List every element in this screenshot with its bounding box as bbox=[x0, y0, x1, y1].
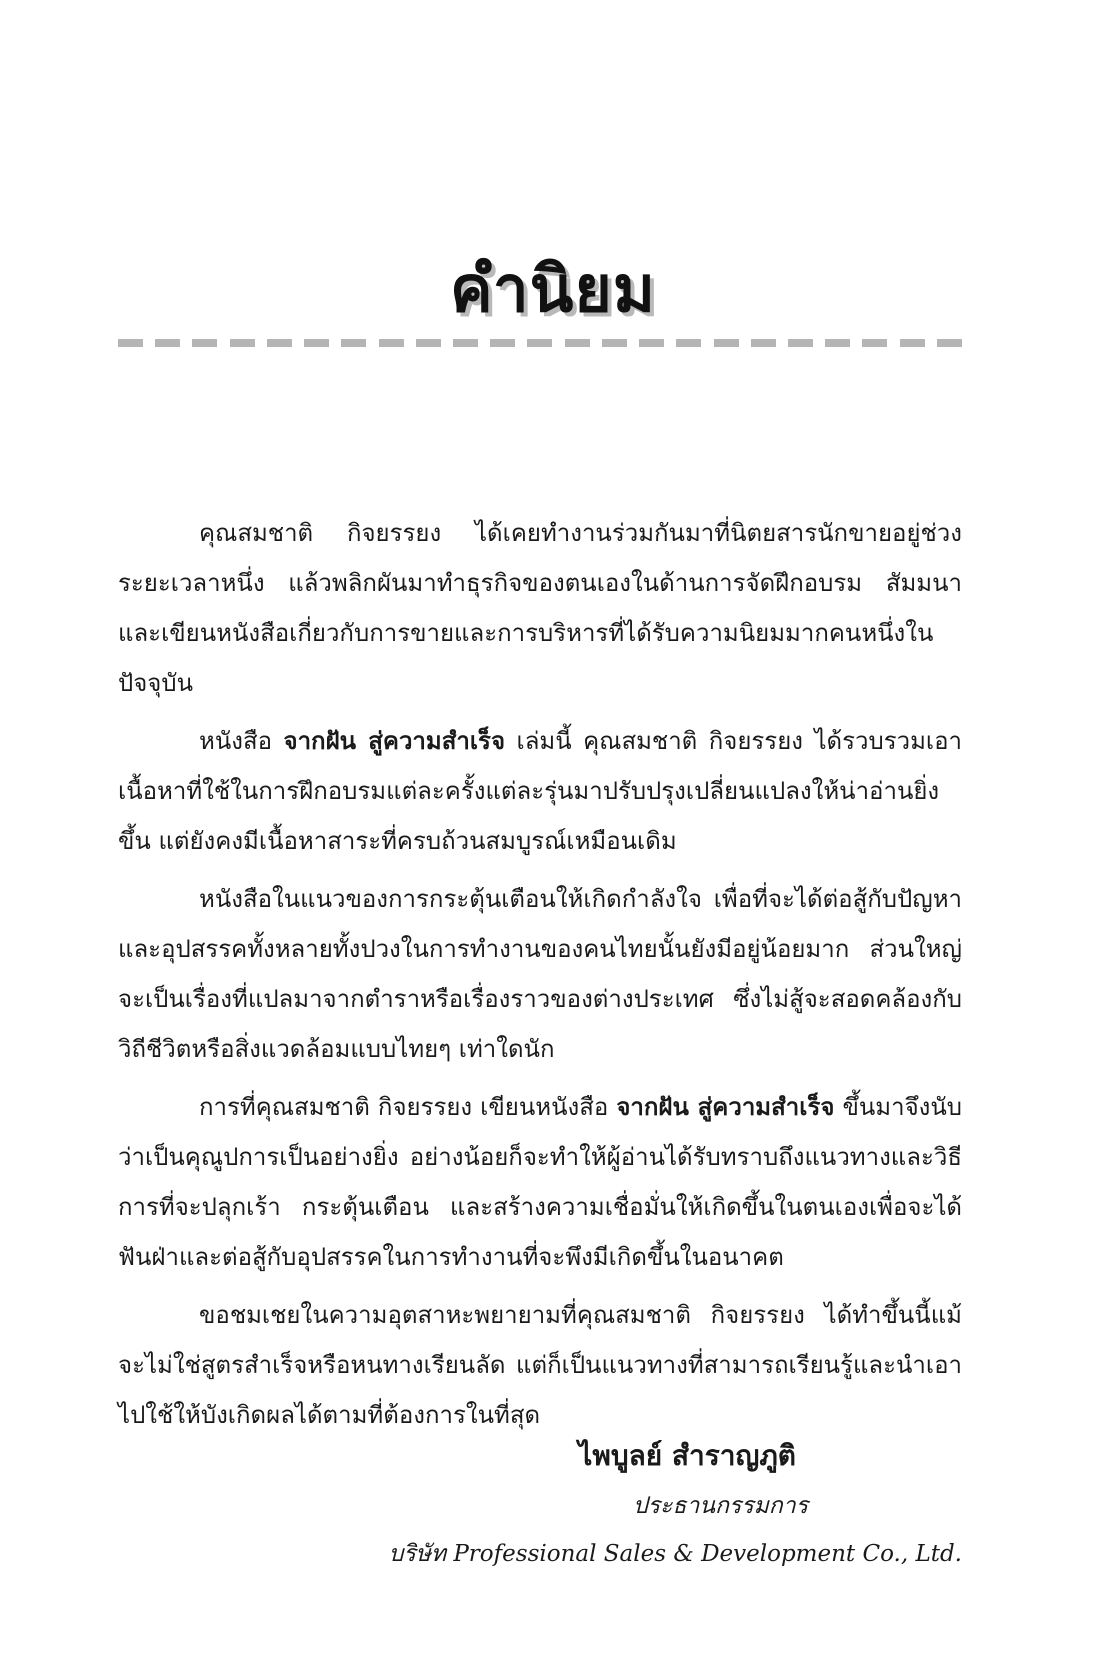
signatory-name: ไพบูลย์ สำราญภูติ bbox=[578, 1439, 796, 1472]
divider-dash bbox=[676, 339, 701, 347]
divider-dash bbox=[527, 339, 552, 347]
signatory-company: บริษัท Professional Sales & Development Co., Ltd. bbox=[388, 1541, 962, 1567]
divider-dash bbox=[862, 339, 887, 347]
paragraph-5 bbox=[118, 1290, 962, 1440]
book-title: จากฝัน สู่ความสำเร็จ bbox=[616, 1093, 835, 1121]
paragraph-text: ขอชมเชยในความอุตสาหะพยายามที่คุณสมชาติ กิจยรรยง ได้ทำขึ้นนี้แม้จะไม่ใช่สูตรสำเร็จหรือหนทางเรียนลัด แต่ก็เป็นแนวทางที่สามารถเรียนรู้และนำเอาไปใช้ให้บังเกิดผลได้ตามที่ต้องการในที่สุด bbox=[118, 1301, 962, 1429]
divider-dash bbox=[900, 339, 925, 347]
divider-dash bbox=[192, 339, 217, 347]
paragraph-3 bbox=[118, 874, 962, 1074]
paragraph-2 bbox=[118, 716, 962, 866]
divider-dash bbox=[341, 339, 366, 347]
paragraph-text: ขึ้นมาจึงนับว่าเป็นคุณูปการเป็นอย่างยิ่ง อย่างน้อยก็จะทำให้ผู้อ่านได้รับทราบถึงแนวทางและวิธีการที่จะปลุกเร้า กระตุ้นเตือน และสร้างความเชื่อมั่นให้เกิดขึ้นในตนเองเพื่อจะได้ฟันฝ่าและต่อสู้กับอุปสรรคในการทำงานที่จะพึงมีเกิดขึ้นในอนาคต bbox=[118, 1093, 962, 1271]
divider-dash bbox=[416, 339, 441, 347]
divider-dash bbox=[155, 339, 180, 347]
page-title: คำนิยม bbox=[449, 253, 657, 327]
divider-dash bbox=[267, 339, 292, 347]
paragraph-4 bbox=[118, 1082, 962, 1282]
paragraph-text: หนังสือ bbox=[199, 727, 284, 755]
signature-block bbox=[118, 1430, 962, 1578]
signatory-position: ประธานกรรมการ bbox=[633, 1493, 808, 1519]
divider-dash bbox=[825, 339, 850, 347]
divider-dash bbox=[118, 339, 143, 347]
divider-dash bbox=[639, 339, 664, 347]
divider-dash bbox=[230, 339, 255, 347]
book-title: จากฝัน สู่ความสำเร็จ bbox=[283, 727, 506, 755]
divider-dash bbox=[937, 339, 962, 347]
paragraph-text: การที่คุณสมชาติ กิจยรรยง เขียนหนังสือ bbox=[199, 1093, 617, 1121]
divider-dash bbox=[751, 339, 776, 347]
paragraph-1 bbox=[118, 508, 962, 708]
foreword-body bbox=[118, 508, 962, 1448]
paragraph-text: เล่มนี้ คุณสมชาติ กิจยรรยง ได้รวบรวมเอาเนื้อหาที่ใช้ในการฝึกอบรมแต่ละครั้งแต่ละรุ่นมาปรับปรุงเปลี่ยนแปลงให้น่าอ่านยิ่งขึ้น แต่ยังคงมีเนื้อหาสาระที่ครบถ้วนสมบูรณ์เหมือนเดิม bbox=[118, 727, 962, 855]
divider-dash bbox=[788, 339, 813, 347]
paragraph-text: หนังสือในแนวของการกระตุ้นเตือนให้เกิดกำลังใจ เพื่อที่จะได้ต่อสู้กับปัญหาและอุปสรรคทั้งหลายทั้งปวงในการทำงานของคนไทยนั้นยังมีอยู่น้อยมาก ส่วนใหญ่จะเป็นเรื่องที่แปลมาจากตำราหรือเรื่องราวของต่างประเทศ ซึ่งไม่สู้จะสอดคล้องกับวิถีชีวิตหรือสิ่งแวดล้อมแบบไทยๆ เท่าใดนัก bbox=[118, 885, 962, 1063]
divider-dash bbox=[602, 339, 627, 347]
divider-dash bbox=[565, 339, 590, 347]
divider-dash bbox=[379, 339, 404, 347]
divider-dash bbox=[490, 339, 515, 347]
divider-dash bbox=[304, 339, 329, 347]
dashed-divider bbox=[118, 339, 962, 347]
divider-dash bbox=[453, 339, 478, 347]
divider-dash bbox=[714, 339, 739, 347]
paragraph-text: คุณสมชาติ กิจยรรยง ได้เคยทำงานร่วมกันมาที่นิตยสารนักขายอยู่ช่วงระยะเวลาหนึ่ง แล้วพลิกผันมาทำธุรกิจของตนเองในด้านการจัดฝึกอบรม สัมมนาและเขียนหนังสือเกี่ยวกับการขายและการบริหารที่ได้รับความนิยมมากคนหนึ่งในปัจจุบัน bbox=[118, 519, 962, 697]
